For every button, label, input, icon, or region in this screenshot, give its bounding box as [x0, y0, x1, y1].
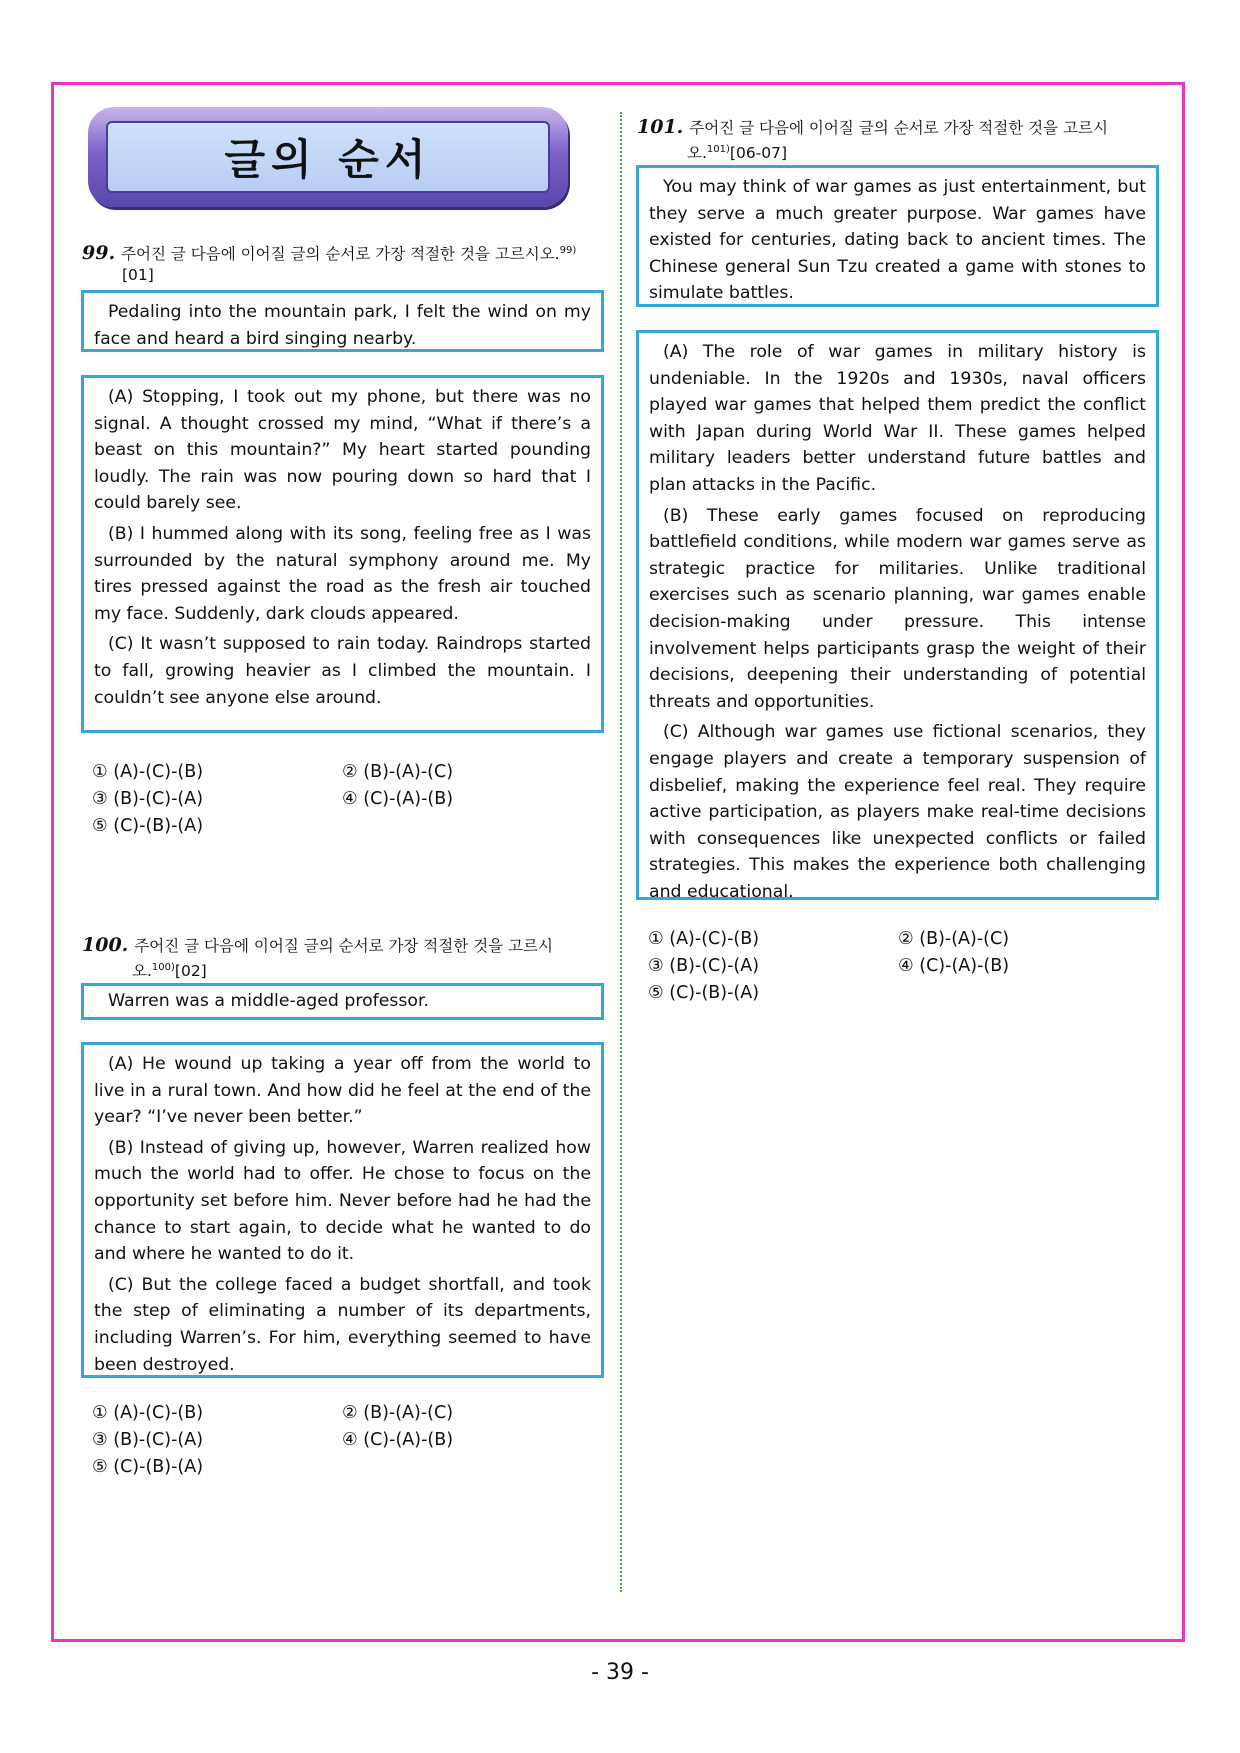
footnote-marker: 99): [559, 245, 577, 256]
question-99-intro-box: [81, 290, 604, 352]
page-number: - 39 -: [591, 1660, 649, 1685]
question-prompt: 주어진 글 다음에 이어질 글의 순서로 가장 적절한 것을 고르시: [689, 119, 1108, 137]
question-number: 99.: [82, 242, 116, 265]
question-100-passage-box: [81, 1042, 604, 1378]
question-prompt-cont: 오.: [132, 962, 152, 981]
question-99-passage-box: [81, 375, 604, 733]
intro-text: Pedaling into the mountain park, I felt the wind on my face and heard a bird singing nearby.: [94, 302, 591, 349]
choice-5[interactable]: ⑤ (C)-(B)-(A): [92, 816, 204, 836]
paragraph-c: (C) Although war games use fictional scenarios, they engage players and create a temporary suspension of disbelief, making the experience feel real. They require active participation, as players make real-time decisions with consequences like unexpected conflicts or failed strategies. This makes the experience both challenging and educational.: [649, 722, 1146, 902]
question-100-header: [82, 935, 602, 982]
question-100-intro-box: [81, 983, 604, 1020]
intro-text: Warren was a middle-aged professor.: [108, 991, 429, 1011]
question-99-choices: [92, 759, 592, 840]
intro-text: You may think of war games as just entertainment, but they serve a much greater purpose. War games have existed for centuries, dating back to ancient times. The Chinese general Sun Tzu created a game with stones to simulate battles.: [649, 177, 1146, 304]
question-number: 101.: [637, 116, 684, 138]
question-prompt: 주어진 글 다음에 이어질 글의 순서로 가장 적절한 것을 고르시오.: [121, 245, 560, 264]
question-99-header: [82, 240, 602, 286]
paragraph-b: (B) Instead of giving up, however, Warren realized how much the world had to offer. He chose to focus on the opportunity set before him. Never before had he had the chance to start again, to decide what he wanted to do and where he wanted to do it.: [94, 1137, 591, 1265]
question-101-intro-box: [636, 165, 1159, 307]
question-number: 100.: [82, 934, 129, 956]
paragraph-a: (A) Stopping, I took out my phone, but there was no signal. A thought crossed my mind, “What if there’s a beast on this mountain?” My heart started pounding loudly. The rain was now pouring down so hard that I could barely see.: [94, 387, 591, 514]
question-prompt-cont: 오.: [687, 144, 707, 163]
paragraph-c: (C) But the college faced a budget shortfall, and took the step of eliminating a number of its departments, including Warren’s. For him, everything seemed to have been destroyed.: [94, 1274, 591, 1375]
choice-5[interactable]: ⑤ (C)-(B)-(A): [92, 1457, 204, 1477]
choice-3[interactable]: ③ (B)-(C)-(A): [92, 1430, 204, 1450]
paragraph-a: (A) He wound up taking a year off from the world to live in a rural town. And how did he feel at the end of the year? “I’ve never been better.”: [94, 1054, 591, 1128]
choice-4[interactable]: ④ (C)-(A)-(B): [898, 956, 1010, 976]
paragraph-b: (B) These early games focused on reproducing battlefield conditions, while modern war games serve as strategic practice for militaries. Unlike traditional exercises such as scenario planning, war games enable decision-making under pressure. This intense involvement helps participants grasp the weight of their decisions, deepening their understanding of potential threats and opportunities.: [649, 505, 1146, 712]
choice-2[interactable]: ② (B)-(A)-(C): [342, 1403, 454, 1423]
choice-5[interactable]: ⑤ (C)-(B)-(A): [648, 983, 760, 1003]
choice-2[interactable]: ② (B)-(A)-(C): [898, 929, 1010, 949]
footnote-marker: 101): [706, 144, 730, 155]
paragraph-c: (C) It wasn’t supposed to rain today. Raindrops started to fall, growing heavier as I climbed the mountain. I couldn’t see anyone else around.: [94, 634, 591, 708]
choice-4[interactable]: ④ (C)-(A)-(B): [342, 1430, 454, 1450]
choice-1[interactable]: ① (A)-(C)-(B): [92, 762, 204, 782]
section-title-inner: [106, 121, 550, 193]
question-source: [01]: [122, 266, 154, 285]
choice-2[interactable]: ② (B)-(A)-(C): [342, 762, 454, 782]
question-101-choices: [648, 926, 1148, 1007]
choice-1[interactable]: ① (A)-(C)-(B): [92, 1403, 204, 1423]
choice-4[interactable]: ④ (C)-(A)-(B): [342, 789, 454, 809]
paragraph-b: (B) I hummed along with its song, feeling free as I was surrounded by the natural symphony around me. My tires pressed against the road as the fresh air touched my face. Suddenly, dark clouds appeared.: [94, 523, 591, 624]
column-divider: [620, 112, 622, 1592]
paragraph-a: (A) The role of war games in military history is undeniable. In the 1920s and 1930s, naval officers played war games that helped them predict the conflict with Japan during World War II. These games helped military leaders better understand future battles and plan attacks in the Pacific.: [649, 342, 1146, 495]
choice-3[interactable]: ③ (B)-(C)-(A): [648, 956, 760, 976]
section-title: 글의 순서: [224, 135, 432, 184]
question-101-passage-box: [636, 330, 1159, 900]
question-source: [06-07]: [729, 144, 788, 163]
question-prompt: 주어진 글 다음에 이어질 글의 순서로 가장 적절한 것을 고르시: [134, 937, 553, 955]
question-source: [02]: [174, 962, 207, 981]
question-100-choices: [92, 1400, 592, 1481]
footnote-marker: 100): [151, 962, 175, 973]
section-title-banner: [88, 107, 568, 207]
question-101-header: [637, 117, 1157, 164]
choice-1[interactable]: ① (A)-(C)-(B): [648, 929, 760, 949]
choice-3[interactable]: ③ (B)-(C)-(A): [92, 789, 204, 809]
